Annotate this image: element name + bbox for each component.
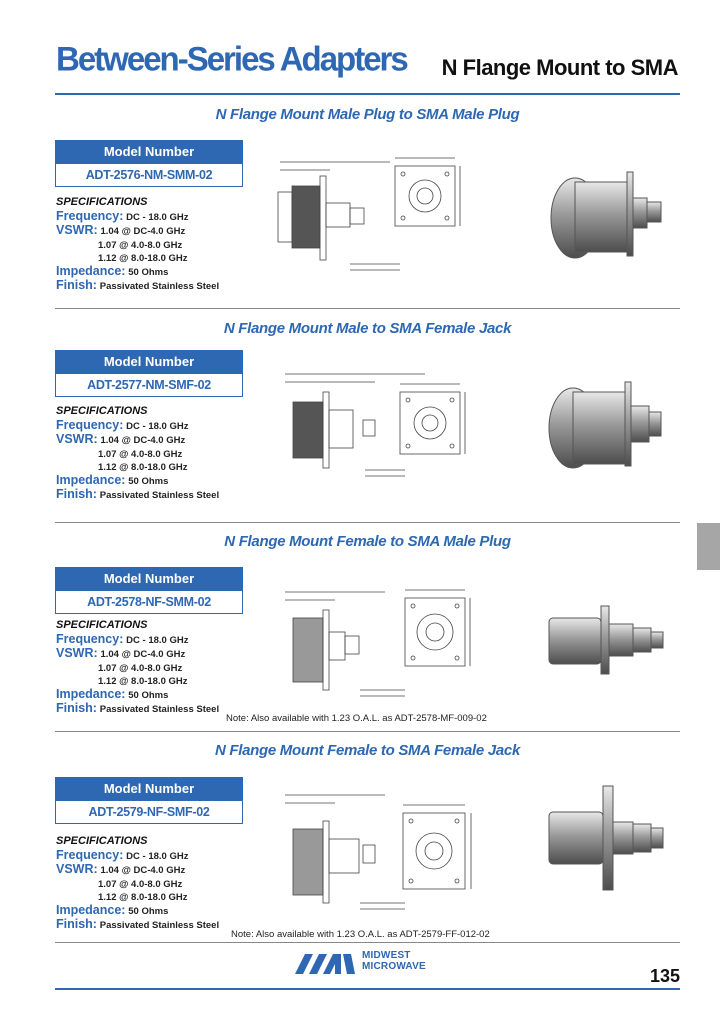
vswr-label: VSWR: xyxy=(56,223,98,238)
product-photo xyxy=(535,160,663,260)
section-title: N Flange Mount Female to SMA Male Plug xyxy=(224,533,511,550)
section-title: N Flange Mount Male Plug to SMA Male Plug xyxy=(215,106,520,123)
spec-heading: SPECIFICATIONS xyxy=(56,405,148,417)
logo-text xyxy=(362,950,426,972)
model-number: ADT-2576-NM-SMM-02 xyxy=(55,164,243,187)
vswr-value: 1.12 @ 8.0-18.0 GHz xyxy=(98,461,188,473)
impedance-value: 50 Ohms xyxy=(128,476,169,488)
vswr-value: 1.07 @ 4.0-8.0 GHz xyxy=(98,878,183,890)
footer-rule xyxy=(55,988,680,990)
vswr-value: 1.12 @ 8.0-18.0 GHz xyxy=(98,675,188,687)
header-rule xyxy=(55,93,680,95)
vswr-label: VSWR: xyxy=(56,646,98,661)
frequency-label: Frequency: xyxy=(56,209,124,224)
technical-drawing xyxy=(275,362,475,487)
section-divider xyxy=(55,308,680,309)
page-number: 135 xyxy=(649,966,680,986)
specifications xyxy=(56,835,231,932)
vswr-value: 1.07 @ 4.0-8.0 GHz xyxy=(98,239,183,251)
frequency-label: Frequency: xyxy=(56,418,124,433)
impedance-value: 50 Ohms xyxy=(128,690,169,702)
finish-label: Finish: xyxy=(56,487,97,502)
spec-heading: SPECIFICATIONS xyxy=(56,196,148,208)
product-photo xyxy=(545,778,667,898)
frequency-label: Frequency: xyxy=(56,848,124,863)
impedance-label: Impedance: xyxy=(56,903,126,918)
section-divider xyxy=(55,522,680,523)
model-number: ADT-2578-NF-SMM-02 xyxy=(55,591,243,614)
page-subtitle: N Flange Mount to SMA xyxy=(441,55,678,80)
frequency-value: DC - 18.0 GHz xyxy=(126,421,189,433)
finish-value: Passivated Stainless Steel xyxy=(99,490,220,502)
vswr-label: VSWR: xyxy=(56,862,98,877)
product-photo xyxy=(545,600,667,680)
finish-label: Finish: xyxy=(56,917,97,932)
model-number-header: Model Number xyxy=(55,350,243,374)
vswr-value: 1.07 @ 4.0-8.0 GHz xyxy=(98,662,183,674)
section-divider xyxy=(55,731,680,732)
vswr-label: VSWR: xyxy=(56,432,98,447)
impedance-label: Impedance: xyxy=(56,473,126,488)
section-tab xyxy=(697,523,720,570)
spec-heading: SPECIFICATIONS xyxy=(56,835,148,847)
section-title: N Flange Mount Female to SMA Female Jack xyxy=(214,742,520,759)
model-number-header: Model Number xyxy=(55,140,243,164)
section-title: N Flange Mount Male to SMA Female Jack xyxy=(223,320,512,337)
frequency-value: DC - 18.0 GHz xyxy=(126,851,189,863)
impedance-label: Impedance: xyxy=(56,264,126,279)
vswr-value: 1.12 @ 8.0-18.0 GHz xyxy=(98,891,188,903)
technical-drawing xyxy=(275,785,475,920)
logo-line: MIDWEST xyxy=(362,950,411,961)
vswr-value: 1.04 @ DC-4.0 GHz xyxy=(100,865,186,877)
impedance-value: 50 Ohms xyxy=(128,906,169,918)
specifications xyxy=(56,405,231,502)
page-title: Between-Series Adapters xyxy=(56,39,407,78)
technical-drawing xyxy=(275,578,475,708)
frequency-value: DC - 18.0 GHz xyxy=(126,635,189,647)
vswr-value: 1.04 @ DC-4.0 GHz xyxy=(100,649,186,661)
specifications xyxy=(56,196,231,293)
finish-label: Finish: xyxy=(56,701,97,716)
model-number-header: Model Number xyxy=(55,777,243,801)
section-divider xyxy=(55,942,680,943)
finish-label: Finish: xyxy=(56,278,97,293)
logo-line: MICROWAVE xyxy=(362,961,426,972)
vswr-value: 1.12 @ 8.0-18.0 GHz xyxy=(98,252,188,264)
frequency-value: DC - 18.0 GHz xyxy=(126,212,189,224)
finish-value: Passivated Stainless Steel xyxy=(99,920,220,932)
availability-note: Note: Also available with 1.23 O.A.L. as ADT-2578-MF-009-02 xyxy=(226,713,487,724)
specifications xyxy=(56,619,231,716)
availability-note: Note: Also available with 1.23 O.A.L. as ADT-2579-FF-012-02 xyxy=(231,929,490,940)
technical-drawing xyxy=(270,148,470,278)
finish-value: Passivated Stainless Steel xyxy=(99,704,220,716)
vswr-value: 1.04 @ DC-4.0 GHz xyxy=(100,226,186,238)
vswr-value: 1.07 @ 4.0-8.0 GHz xyxy=(98,448,183,460)
model-number-header: Model Number xyxy=(55,567,243,591)
spec-heading: SPECIFICATIONS xyxy=(56,619,148,631)
vswr-value: 1.04 @ DC-4.0 GHz xyxy=(100,435,186,447)
model-number: ADT-2577-NM-SMF-02 xyxy=(55,374,243,397)
product-photo xyxy=(535,370,663,472)
frequency-label: Frequency: xyxy=(56,632,124,647)
impedance-label: Impedance: xyxy=(56,687,126,702)
model-number: ADT-2579-NF-SMF-02 xyxy=(55,801,243,824)
finish-value: Passivated Stainless Steel xyxy=(99,281,220,293)
impedance-value: 50 Ohms xyxy=(128,267,169,279)
